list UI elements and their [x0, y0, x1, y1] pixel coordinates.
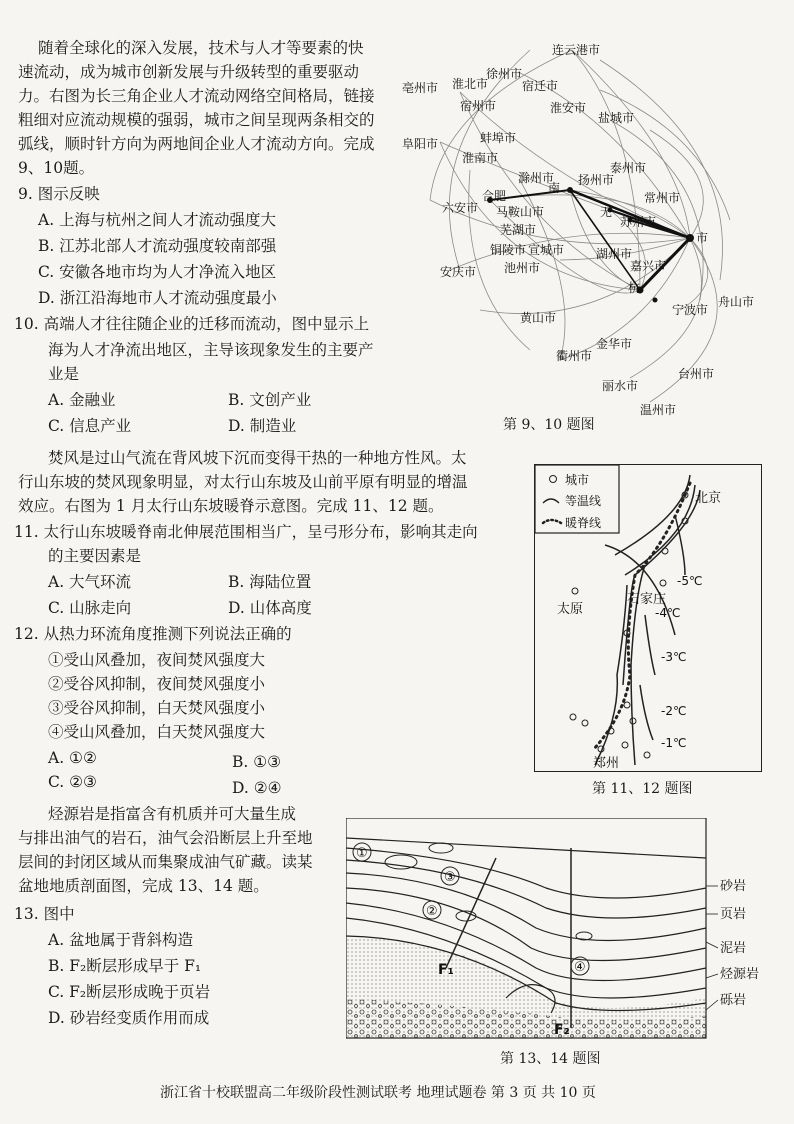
rock-label-conglomerate: 砾岩 [720, 993, 747, 1008]
city-label: 宿迁市 [522, 79, 559, 93]
city-label: 温州市 [640, 403, 677, 417]
city-label: 铜陵市 [490, 243, 527, 257]
city-label: 无 [600, 205, 613, 219]
label-leaders [706, 886, 718, 1010]
q12-statement-3: ③受谷风抑制，白天焚风强度小 [48, 699, 266, 717]
legend-isotherm-icon [543, 499, 559, 503]
city-label: 湖州市 [596, 247, 633, 261]
q10-stem-line-1: 10. 高端人才往往随企业的迁移而流动，图中显示上 [14, 315, 370, 333]
q12-statement-2: ②受谷风抑制，夜间焚风强度小 [48, 675, 266, 693]
intro-13-14-line-4: 盆地地质剖面图，完成 13、14 题。 [18, 877, 269, 895]
city-label: 盐城市 [598, 111, 635, 125]
intro-13-14-line-3: 层间的封闭区域从而集聚成油气矿藏。读某 [18, 853, 313, 871]
intro-9-10-line-6: 9、10题。 [18, 159, 95, 177]
warm-ridge-map [534, 464, 762, 772]
fig3-caption: 第 13、14 题图 [500, 1051, 601, 1067]
isotherm-label: -4℃ [655, 606, 681, 620]
marker-4: ④ [574, 960, 586, 975]
q12-stem: 12. 从热力环流角度推测下列说法正确的 [14, 625, 292, 643]
q9-option-b[interactable]: B. 江苏北部人才流动强度较南部强 [38, 237, 277, 255]
q9-stem: 9. 图示反映 [18, 185, 100, 203]
q13-option-b[interactable]: B. F₂断层形成早于 F₁ [48, 957, 202, 975]
city-label: 黄山市 [520, 311, 557, 325]
q11-option-c[interactable]: C. 山脉走向 [48, 599, 132, 617]
city-label: 台州市 [678, 367, 715, 381]
city-label: 苏州市 [620, 215, 657, 229]
cross-section-svg [346, 818, 786, 1044]
intro-9-10-line-4: 粗细对应流动规模的强弱，城市之间呈现两条相交的 [18, 111, 375, 129]
oil-lens [385, 855, 417, 869]
city-label-zhengzhou: 郑州 [593, 756, 620, 771]
q11-option-a[interactable]: A. 大气环流 [48, 573, 132, 591]
q10-stem-line-3: 业是 [48, 365, 80, 383]
marker-2: ② [426, 904, 438, 919]
fig2-caption: 第 11、12 题图 [592, 781, 693, 797]
city-label: 芜湖市 [500, 223, 537, 237]
city-label: 舟山市 [718, 295, 755, 309]
q12-statement-1: ①受山风叠加，夜间焚风强度大 [48, 651, 266, 669]
basin-cross-section [346, 818, 786, 1044]
city-label: 宁波市 [672, 303, 709, 317]
city-label-taiyuan: 太原 [557, 602, 584, 617]
intro-11-12-line-1: 焚风是过山气流在背风坡下沉而变得干热的一种地方性风。太 [48, 449, 467, 467]
network-map-svg [400, 30, 780, 420]
q10-stem-line-2: 海为人才净流出地区，主导该现象发生的主要产 [48, 341, 374, 359]
city-label: 合肥 [482, 189, 507, 203]
q13-option-c[interactable]: C. F₂断层形成晚于页岩 [48, 983, 211, 1001]
q9-option-a[interactable]: A. 上海与杭州之间人才流动强度大 [38, 211, 277, 229]
q9-option-c[interactable]: C. 安徽各地市均为人才净流入地区 [38, 263, 277, 281]
fig1-caption: 第 9、10 题图 [503, 417, 595, 433]
talent-flow-network-map [400, 30, 780, 420]
city-label: 亳州市 [402, 81, 439, 95]
oil-lens [429, 843, 453, 853]
q11-option-d[interactable]: D. 山体高度 [228, 599, 312, 617]
page-footer: 浙江省十校联盟高二年级阶段性测试联考 地理试题卷 第 3 页 共 10 页 [160, 1085, 596, 1101]
city-label: 常州市 [644, 191, 681, 205]
rock-label-source-rock: 烃源岩 [720, 967, 760, 982]
rock-label-sandstone: 砂岩 [720, 879, 747, 894]
q12-option-a[interactable]: A. ①② [48, 749, 97, 767]
city-label-beijing: 北京 [695, 491, 722, 506]
q11-stem-line-1: 11. 太行山东坡暖脊南北伸展范围相当广，呈弓形分布，影响其走向 [14, 523, 478, 541]
q10-option-d[interactable]: D. 制造业 [228, 417, 297, 435]
rock-label-mudstone: 泥岩 [720, 941, 747, 956]
city-label: 淮北市 [452, 77, 489, 91]
city-label: 安庆市 [440, 265, 477, 279]
city-label: 蚌埠市 [480, 131, 517, 145]
q13-option-a[interactable]: A. 盆地属于背斜构造 [48, 931, 194, 949]
city-label: 连云港市 [552, 43, 601, 57]
q12-statement-4: ④受山风叠加，白天焚风强度大 [48, 723, 266, 741]
city-label-shijiazhuang: 石家庄 [627, 592, 667, 607]
intro-11-12-line-2: 行山东坡的焚风现象明显，对太行山东坡及山前平原有明显的增温 [18, 473, 468, 491]
city-label: 泰州市 [610, 161, 647, 175]
legend-isotherm-label: 等温线 [565, 494, 602, 508]
legend-city-icon [550, 476, 557, 483]
q10-option-c[interactable]: C. 信息产业 [48, 417, 132, 435]
legend-ridge-icon [543, 520, 561, 523]
q11-stem-line-2: 的主要因素是 [48, 547, 142, 565]
city-label: 马鞍山市 [496, 205, 545, 219]
rock-label-shale: 页岩 [720, 907, 747, 922]
city-label: 市 [696, 231, 709, 245]
intro-13-14-line-1: 烃源岩是指富含有机质并可大量生成 [48, 805, 297, 823]
city-label: 金华市 [596, 337, 633, 351]
intro-9-10-line-1: 随着全球化的深入发展，技术与人才等要素的快 [38, 39, 364, 57]
fault-f1-label: F₁ [438, 962, 454, 978]
q11-option-b[interactable]: B. 海陆位置 [228, 573, 312, 591]
marker-3: ③ [444, 870, 456, 885]
isotherm-label: -2℃ [661, 704, 687, 718]
city-label: 宣城市 [528, 243, 565, 257]
city-label: 淮安市 [550, 101, 587, 115]
intro-11-12-line-3: 效应。右图为 1 月太行山东坡暖脊示意图。完成 11、12 题。 [18, 497, 444, 515]
q10-option-a[interactable]: A. 金融业 [48, 391, 116, 409]
city-label: 徐州市 [486, 67, 523, 81]
legend-ridge-label: 暖脊线 [565, 516, 602, 530]
q13-option-d[interactable]: D. 砂岩经变质作用而成 [48, 1009, 210, 1027]
fault-f2-label: F₂ [554, 1022, 570, 1038]
isotherm-label: -5℃ [677, 574, 703, 588]
city-label: 滁州市 [518, 171, 555, 185]
marker-1: ① [356, 846, 368, 861]
city-label: 宿州市 [460, 99, 497, 113]
isotherm-label: -1℃ [661, 736, 687, 750]
q13-stem: 13. 图中 [14, 905, 75, 923]
city-label: 杭 [628, 281, 641, 295]
intro-13-14-line-2: 与排出油气的岩石，油气会沿断层上升至地 [18, 829, 313, 847]
city-label: 淮南市 [462, 151, 499, 165]
intro-9-10-line-3: 力。右图为长三角企业人才流动网络空间格局，链接 [18, 87, 375, 105]
intro-9-10-line-5: 弧线，顺时针方向为两地间企业人才流动方向。完成 [18, 135, 375, 153]
city-label: 阜阳市 [402, 137, 439, 151]
city-label: 南 [548, 181, 561, 195]
q10-option-b[interactable]: B. 文创产业 [228, 391, 312, 409]
city-label: 扬州市 [578, 173, 615, 187]
legend-city-label: 城市 [565, 473, 590, 487]
city-label: 衢州市 [556, 349, 593, 363]
intro-9-10-line-2: 速流动，成为城市创新发展与升级转型的重要驱动 [18, 63, 360, 81]
q12-option-b[interactable]: B. ①③ [232, 753, 282, 771]
q12-option-d[interactable]: D. ②④ [232, 779, 282, 797]
city-label: 嘉兴市 [630, 259, 667, 273]
isotherm-label: -3℃ [661, 650, 687, 664]
q12-option-c[interactable]: C. ②③ [48, 773, 97, 791]
q9-option-d[interactable]: D. 浙江沿海地市人才流动强度最小 [38, 289, 277, 307]
city-label: 六安市 [442, 201, 479, 215]
warm-ridge-svg [535, 465, 761, 771]
city-label: 池州市 [504, 261, 541, 275]
city-label: 丽水市 [602, 379, 639, 393]
